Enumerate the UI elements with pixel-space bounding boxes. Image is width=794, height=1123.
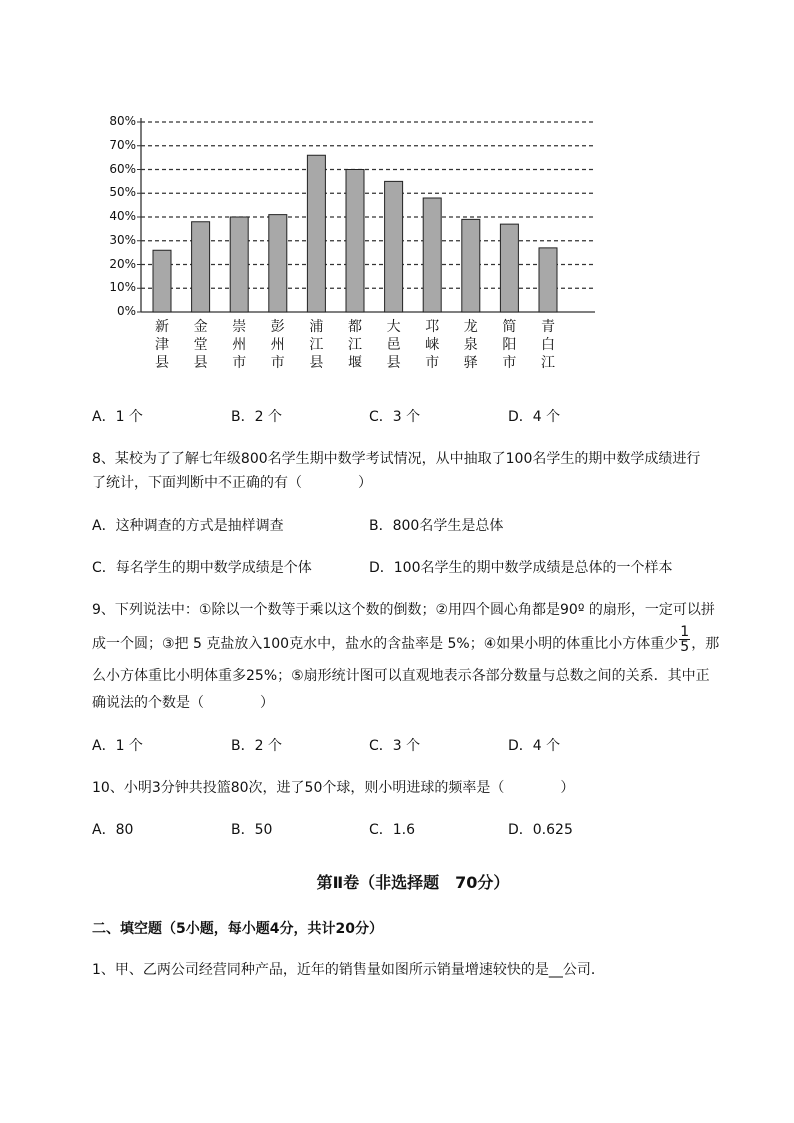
category-char: 邛 xyxy=(425,319,440,335)
category-char: 崃 xyxy=(425,337,440,353)
x-category-label xyxy=(268,318,288,372)
q7-option-b: B．2 个 xyxy=(231,409,282,425)
category-char: 县 xyxy=(386,355,401,371)
category-char: 阳 xyxy=(502,337,517,353)
category-char: 江 xyxy=(348,337,362,353)
category-char: 州 xyxy=(232,337,247,353)
category-char: 都 xyxy=(348,319,362,335)
x-category-label xyxy=(306,318,326,372)
category-char: 彭 xyxy=(270,319,285,335)
q10-option-c: C．1.6 xyxy=(369,822,416,838)
category-char: 青 xyxy=(541,319,555,335)
y-tick-label: 70% xyxy=(109,137,136,152)
x-category-label xyxy=(384,318,404,372)
bar xyxy=(539,248,557,312)
q9-stem-line2 xyxy=(92,623,720,655)
x-category-label xyxy=(345,318,365,372)
q8-stem-line2: 了统计，下面判断中不正确的有（ ） xyxy=(92,475,372,491)
q9-stem-line4: 确说法的个数是（ ） xyxy=(92,695,274,711)
q7-option-c: C．3 个 xyxy=(369,409,421,425)
category-char: 市 xyxy=(270,355,285,371)
category-char: 白 xyxy=(541,337,555,353)
category-char: 大 xyxy=(386,319,401,335)
category-char: 州 xyxy=(270,337,285,353)
q7-option-d: D．4 个 xyxy=(508,409,561,425)
category-char: 泉 xyxy=(463,337,478,353)
bar xyxy=(269,215,287,312)
q8-option-b: B．800名学生是总体 xyxy=(369,518,504,534)
bar xyxy=(153,250,171,312)
q9-option-c: C．3 个 xyxy=(369,738,421,754)
q9-stem-line2-text: 成一个圆；③把 5 克盐放入100克水中，盐水的含盐率是 5%；④如果小明的体重比小方体重少 xyxy=(92,636,679,652)
x-category-label xyxy=(229,318,249,372)
y-tick-label: 40% xyxy=(109,209,136,223)
category-char: 驿 xyxy=(463,355,478,371)
part2-title: 第Ⅱ卷（非选择题 70分） xyxy=(316,873,510,892)
x-category-label xyxy=(422,318,442,372)
category-char: 江 xyxy=(541,355,555,371)
q8-option-a: A．这种调查的方式是抽样调查 xyxy=(92,518,284,534)
q10-option-d: D．0.625 xyxy=(508,822,573,838)
category-char: 崇 xyxy=(232,319,247,335)
q10-option-b: B．50 xyxy=(231,822,273,838)
q10-stem: 10、小明3分钟共投篮80次，进了50个球，则小明进球的频率是（ ） xyxy=(92,780,575,796)
q9-stem-line2-end: ，那 xyxy=(691,636,720,652)
category-char: 堂 xyxy=(193,337,208,353)
category-char: 堰 xyxy=(348,355,362,371)
category-char: 县 xyxy=(193,355,208,371)
fraction-one-fifth xyxy=(679,625,690,654)
category-char: 浦 xyxy=(309,319,324,335)
category-char: 县 xyxy=(309,355,324,371)
category-char: 市 xyxy=(232,355,247,371)
category-char: 津 xyxy=(155,337,169,353)
category-char: 江 xyxy=(309,337,324,353)
y-tick-label: 50% xyxy=(109,185,136,200)
q9-stem-line1: 9、下列说法中：①除以一个数等于乘以这个数的倒数；②用四个圆心角都是90º 的扇形，一定可以拼 xyxy=(92,602,715,618)
q8-option-d: D．100名学生的期中数学成绩是总体的一个样本 xyxy=(369,560,673,576)
y-tick-label: 30% xyxy=(109,232,136,247)
bar xyxy=(385,181,403,312)
category-char: 县 xyxy=(155,355,169,371)
bar xyxy=(307,155,325,312)
category-char: 邑 xyxy=(386,337,401,353)
section2-title: 二、填空题（5小题，每小题4分，共计20分） xyxy=(92,921,383,937)
x-category-label xyxy=(499,318,519,372)
category-char: 龙 xyxy=(463,319,478,335)
category-char: 简 xyxy=(502,319,517,335)
q9-stem-line3: 么小方体重比小明体重多25%；⑤扇形统计图可以直观地表示各部分数量与总数之间的关系．其中正 xyxy=(92,668,710,684)
category-char: 市 xyxy=(502,355,517,371)
q9-option-d: D．4 个 xyxy=(508,738,561,754)
y-tick-label: 10% xyxy=(109,280,136,295)
bar xyxy=(230,217,248,312)
y-tick-label: 20% xyxy=(109,256,136,271)
category-char: 市 xyxy=(425,355,440,371)
q8-stem-line1: 8、某校为了了解七年级800名学生期中数学考试情况，从中抽取了100名学生的期中数学成绩进行 xyxy=(92,451,701,467)
fraction-numerator: 1 xyxy=(680,623,690,640)
q9-option-a: A．1 个 xyxy=(92,738,143,754)
y-tick-label: 60% xyxy=(109,161,136,176)
category-char: 金 xyxy=(193,319,208,335)
fill-question-1: 1、甲、乙两公司经营同种产品，近年的销售量如图所示销量增速较快的是__公司． xyxy=(92,962,605,978)
category-char: 新 xyxy=(155,319,169,335)
y-tick-label: 80% xyxy=(109,114,136,128)
bar xyxy=(500,224,518,312)
y-tick-label: 0% xyxy=(116,304,136,318)
x-category-label xyxy=(152,318,172,372)
x-category-label xyxy=(538,318,558,372)
bar xyxy=(192,222,210,312)
q7-option-a: A．1 个 xyxy=(92,409,143,425)
q10-option-a: A．80 xyxy=(92,822,134,838)
q8-option-c: C．每名学生的期中数学成绩是个体 xyxy=(92,560,312,576)
bar xyxy=(423,198,441,312)
q9-option-b: B．2 个 xyxy=(231,738,282,754)
x-category-label xyxy=(191,318,211,372)
fraction-denominator: 5 xyxy=(680,638,690,655)
bar xyxy=(462,219,480,312)
bar xyxy=(346,170,364,313)
x-category-label xyxy=(461,318,481,372)
